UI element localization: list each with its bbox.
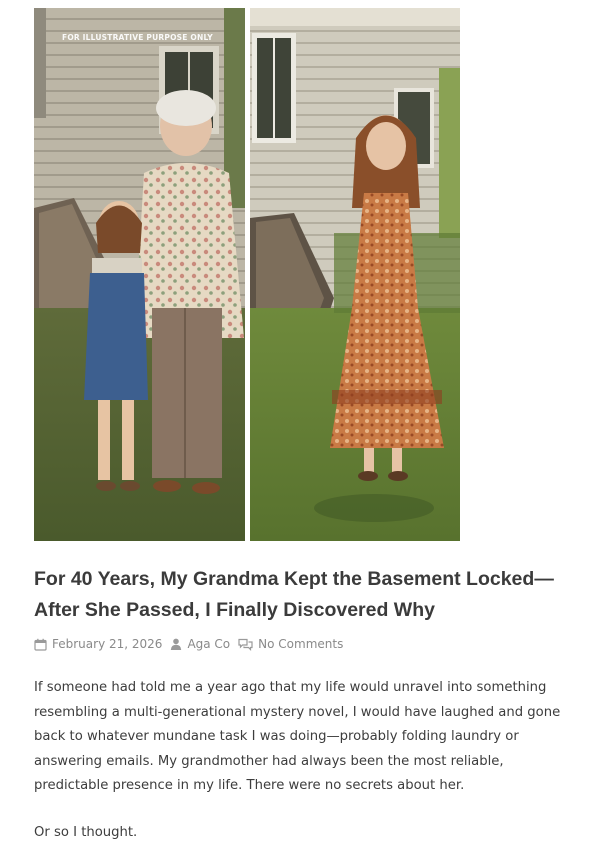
meta-date[interactable] (34, 637, 162, 651)
paragraph: If someone had told me a year ago that my life would unravel into something resembling a multi-generational mystery novel, I would have laughed and gone back to whatever mundane task I was doing—probably folding laundry or answering emails. My grandmother had always been the most reliable, predictable presence in my life. There were no secrets about her. (34, 680, 561, 794)
user-icon (170, 638, 182, 650)
author-link[interactable]: Aga Co (187, 637, 231, 651)
comments-icon (238, 638, 253, 651)
illustrative-watermark: FOR ILLUSTRATIVE PURPOSE ONLY (62, 33, 213, 42)
article-meta (34, 637, 351, 651)
featured-image (34, 8, 460, 541)
article-title: For 40 Years, My Grandma Kept the Basement Locked—After She Passed, I Finally Discovered Why (34, 568, 554, 621)
comments-link[interactable]: No Comments (258, 637, 344, 651)
date-link[interactable]: February 21, 2026 (52, 637, 163, 651)
paragraph: Or so I thought. (34, 824, 138, 840)
calendar-icon (34, 638, 47, 651)
meta-comments[interactable] (238, 637, 343, 651)
meta-author[interactable] (170, 637, 230, 651)
article-body (34, 676, 579, 868)
left-photo (34, 8, 245, 541)
right-photo (250, 8, 460, 541)
